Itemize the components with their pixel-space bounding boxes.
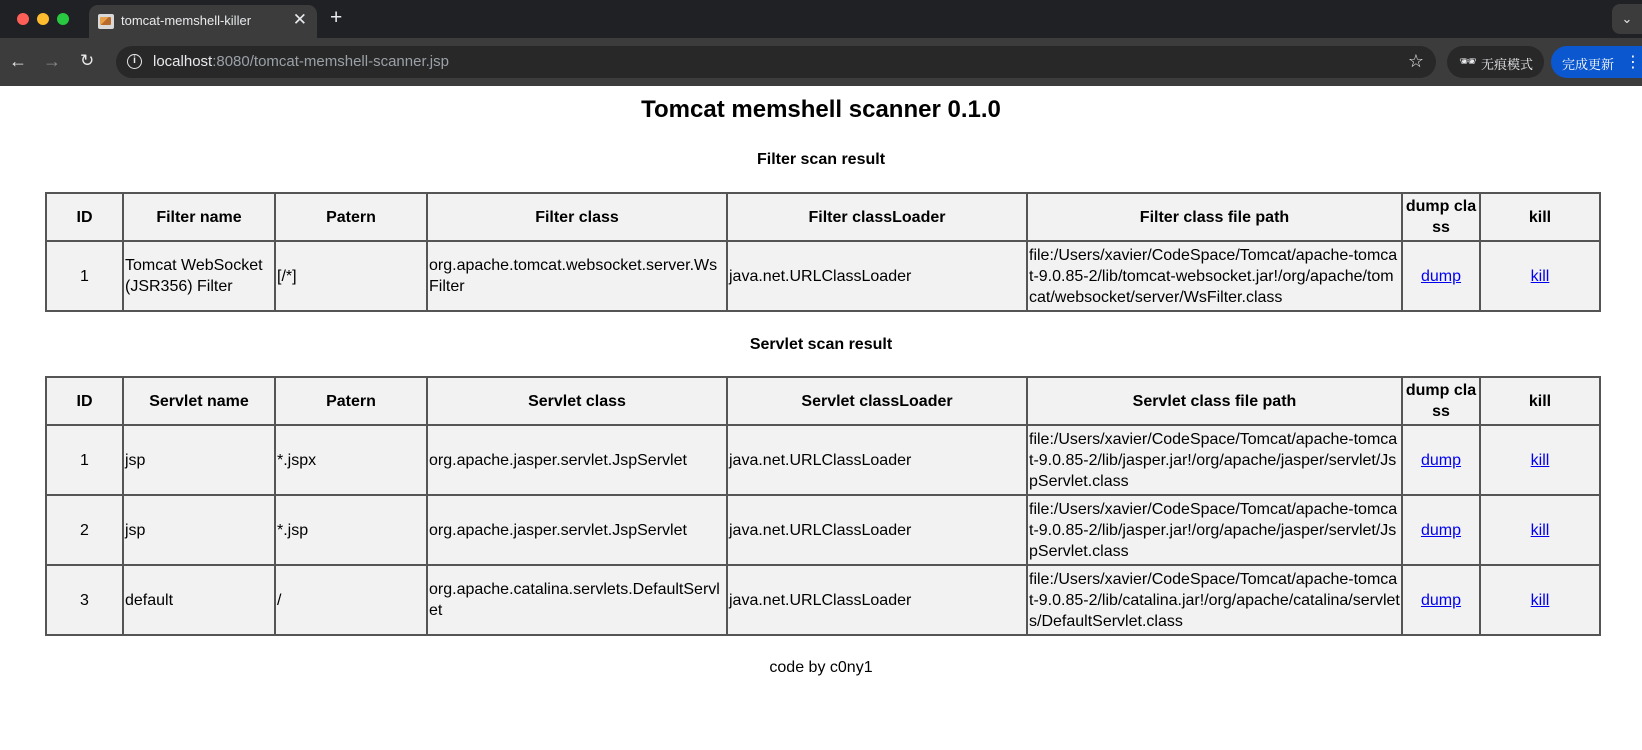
page-footer: code by c0ny1 (769, 659, 873, 676)
window-minimize-button[interactable] (37, 13, 49, 25)
kill-link[interactable]: kill (1530, 451, 1550, 469)
column-header: Filter class file path (1027, 193, 1402, 241)
window-close-button[interactable] (17, 13, 29, 25)
filter-section-title: Filter scan result (756, 151, 886, 168)
cell-class: org.apache.jasper.servlet.JspServlet (427, 425, 727, 495)
column-header: dump class (1402, 193, 1480, 241)
cell-path: file:/Users/xavier/CodeSpace/Tomcat/apache-tomcat-9.0.85-2/lib/tomcat-websocket.jar!/org/apache/tomcat/websocket/server/WsFilter.class (1027, 241, 1402, 311)
column-header: kill (1480, 193, 1600, 241)
incognito-label: 无痕模式 (1481, 57, 1534, 72)
column-header: dump class (1402, 377, 1480, 425)
cell-name: default (123, 565, 275, 635)
update-label: 完成更新 (1562, 57, 1615, 72)
cell-classloader: java.net.URLClassLoader (727, 565, 1027, 635)
tab-favicon-icon (98, 14, 114, 29)
column-header: Servlet class file path (1027, 377, 1402, 425)
chevron-down-icon[interactable]: ⌄ (1612, 4, 1642, 34)
cell-pattern: *.jspx (275, 425, 427, 495)
close-icon[interactable]: ✕ (292, 10, 307, 29)
dump-link[interactable]: dump (1420, 267, 1462, 285)
bookmark-star-icon[interactable]: ☆ (1407, 51, 1424, 71)
cell-path: file:/Users/xavier/CodeSpace/Tomcat/apache-tomcat-9.0.85-2/lib/jasper.jar!/org/apache/jasper/servlet/JspServlet.class (1027, 425, 1402, 495)
cell-classloader: java.net.URLClassLoader (727, 241, 1027, 311)
kill-link[interactable]: kill (1530, 591, 1550, 609)
address-bar-url[interactable] (153, 53, 449, 70)
browser-tab-bar (0, 0, 1642, 38)
dump-link[interactable]: dump (1420, 451, 1462, 469)
cell-dump (1402, 425, 1480, 495)
url-path: :8080/tomcat-memshell-scanner.jsp (212, 53, 449, 70)
cell-id: 3 (46, 565, 123, 635)
cell-class: org.apache.tomcat.websocket.server.WsFilter (427, 241, 727, 311)
forward-arrow-icon[interactable]: → (43, 51, 61, 71)
cell-classloader: java.net.URLClassLoader (727, 425, 1027, 495)
column-header: Filter classLoader (727, 193, 1027, 241)
servlet-results-table (45, 376, 1601, 636)
column-header: ID (46, 193, 123, 241)
servlet-section-title: Servlet scan result (749, 336, 893, 353)
address-bar[interactable] (116, 46, 1436, 78)
cell-kill (1480, 495, 1600, 565)
cell-path: file:/Users/xavier/CodeSpace/Tomcat/apache-tomcat-9.0.85-2/lib/jasper.jar!/org/apache/jasper/servlet/JspServlet.class (1027, 495, 1402, 565)
table-header-row (46, 193, 1600, 241)
cell-classloader: java.net.URLClassLoader (727, 495, 1027, 565)
cell-dump (1402, 495, 1480, 565)
table-row (46, 241, 1600, 311)
cell-class: org.apache.jasper.servlet.JspServlet (427, 495, 727, 565)
info-icon[interactable]: i (127, 54, 142, 69)
dump-link[interactable]: dump (1420, 591, 1462, 609)
page-title: Tomcat memshell scanner 0.1.0 (641, 96, 1001, 123)
table-row (46, 425, 1600, 495)
window-maximize-button[interactable] (57, 13, 69, 25)
column-header: Patern (275, 193, 427, 241)
page-content (0, 86, 1642, 750)
tab-title: tomcat-memshell-killer (121, 13, 252, 28)
cell-kill (1480, 565, 1600, 635)
incognito-indicator[interactable] (1447, 46, 1544, 78)
cell-name: jsp (123, 425, 275, 495)
cell-kill (1480, 241, 1600, 311)
incognito-icon: 🕶 (1459, 53, 1477, 69)
back-arrow-icon[interactable]: ← (9, 51, 27, 71)
column-header: Servlet name (123, 377, 275, 425)
kill-link[interactable]: kill (1530, 521, 1550, 539)
plus-icon[interactable]: + (330, 6, 343, 29)
update-button[interactable] (1551, 46, 1642, 78)
filter-results-table (45, 192, 1601, 312)
url-host: localhost (153, 53, 213, 70)
cell-path: file:/Users/xavier/CodeSpace/Tomcat/apache-tomcat-9.0.85-2/lib/catalina.jar!/org/apache/catalina/servlets/DefaultServlet.class (1027, 565, 1402, 635)
cell-class: org.apache.catalina.servlets.DefaultServlet (427, 565, 727, 635)
cell-dump (1402, 241, 1480, 311)
cell-id: 1 (46, 241, 123, 311)
column-header: Filter name (123, 193, 275, 241)
column-header: ID (46, 377, 123, 425)
cell-id: 2 (46, 495, 123, 565)
cell-kill (1480, 425, 1600, 495)
column-header: kill (1480, 377, 1600, 425)
browser-toolbar (0, 38, 1642, 86)
column-header: Servlet classLoader (727, 377, 1027, 425)
table-row (46, 495, 1600, 565)
reload-icon[interactable]: ↻ (80, 51, 95, 70)
column-header: Servlet class (427, 377, 727, 425)
cell-id: 1 (46, 425, 123, 495)
cell-pattern: / (275, 565, 427, 635)
column-header: Filter class (427, 193, 727, 241)
cell-name: jsp (123, 495, 275, 565)
dump-link[interactable]: dump (1420, 521, 1462, 539)
table-row (46, 565, 1600, 635)
column-header: Patern (275, 377, 427, 425)
cell-pattern: *.jsp (275, 495, 427, 565)
table-header-row (46, 377, 1600, 425)
browser-tab-active[interactable] (89, 5, 317, 38)
cell-name: Tomcat WebSocket (JSR356) Filter (123, 241, 275, 311)
cell-dump (1402, 565, 1480, 635)
cell-pattern: [/*] (275, 241, 427, 311)
kill-link[interactable]: kill (1530, 267, 1550, 285)
kebab-menu-icon[interactable]: ⋮ (1625, 54, 1641, 71)
